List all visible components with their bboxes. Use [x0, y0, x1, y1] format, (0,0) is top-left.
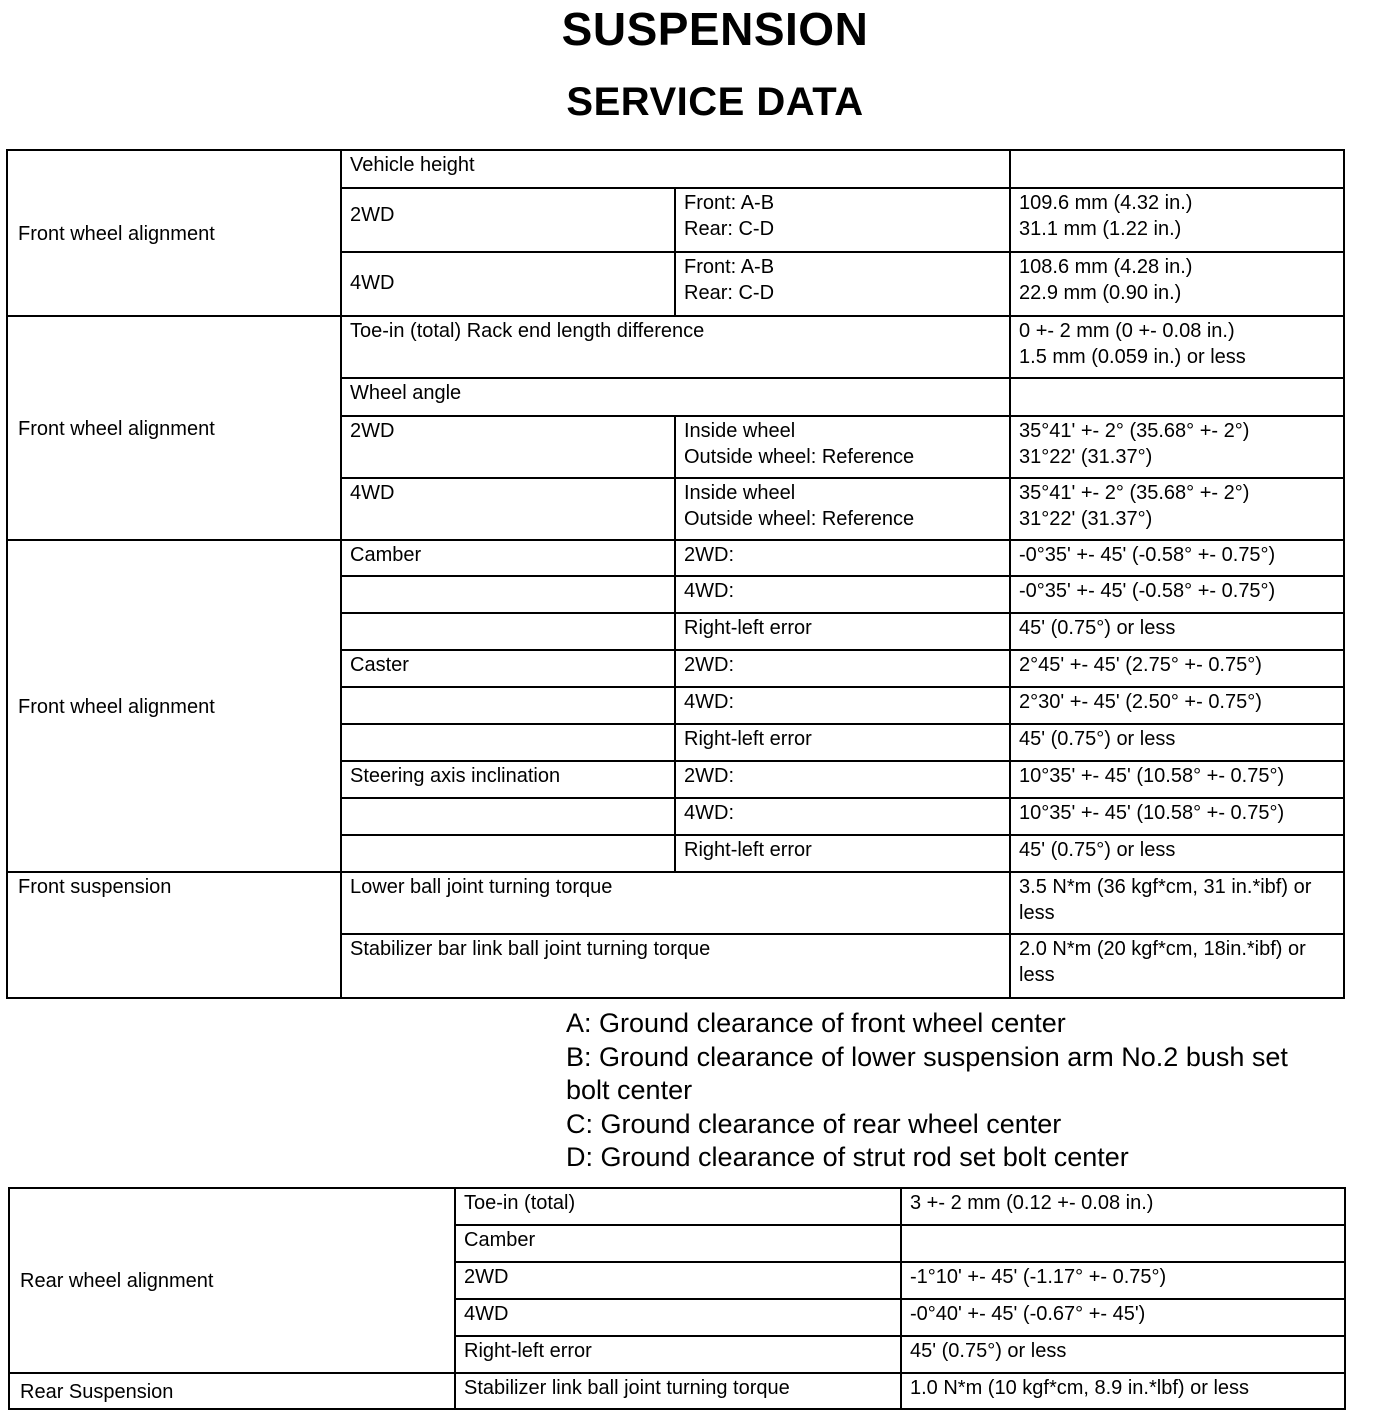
value-cell: 45' (0.75°) or less	[1010, 835, 1344, 872]
item-cell: Toe-in (total) Rack end length difference	[341, 316, 1010, 378]
sub-item-cell: Right-left error	[675, 724, 1010, 761]
item-cell: Vehicle height	[341, 150, 1010, 188]
front-service-data-table	[6, 149, 1345, 999]
sub-item-cell	[675, 188, 1010, 252]
value-cell	[1010, 316, 1344, 378]
page-title: SUSPENSION	[561, 3, 869, 55]
value-line: 31°22' (31.37°)	[1019, 446, 1153, 468]
value-cell	[901, 1225, 1345, 1262]
note-line: D: Ground clearance of strut rod set bolt center	[566, 1142, 1129, 1172]
value-cell: 2°45' +- 45' (2.75° +- 0.75°)	[1010, 650, 1344, 687]
item-cell: 2WD	[341, 416, 675, 478]
sub-item-cell: 4WD:	[675, 798, 1010, 835]
note-line: B: Ground clearance of lower suspension arm No.2 bush set	[566, 1041, 1288, 1072]
value-cell	[1010, 188, 1344, 252]
sub-item-cell: 4WD:	[675, 576, 1010, 613]
page-subtitle: SERVICE DATA	[566, 80, 864, 124]
value-cell: 10°35' +- 45' (10.58° +- 0.75°)	[1010, 798, 1344, 835]
value-cell: 1.0 N*m (10 kgf*cm, 8.9 in.*lbf) or less	[901, 1373, 1345, 1409]
value-line: 31.1 mm (1.22 in.)	[1019, 218, 1182, 240]
value-line: 2.0 N*m (20 kgf*cm, 18in.*ibf) or	[1019, 938, 1306, 960]
sub-item-cell: 2WD:	[675, 540, 1010, 576]
value-cell	[1010, 252, 1344, 316]
table-row	[7, 316, 1344, 378]
sub-item-line: Front: A-B	[684, 192, 775, 214]
value-line: 22.9 mm (0.90 in.)	[1019, 282, 1182, 304]
note-line: C: Ground clearance of rear wheel center	[566, 1108, 1062, 1139]
rear-service-data-table	[8, 1187, 1346, 1410]
item-cell: Right-left error	[455, 1336, 901, 1373]
value-cell: 3 +- 2 mm (0.12 +- 0.08 in.)	[901, 1188, 1345, 1225]
item-cell: Caster	[341, 650, 675, 687]
sub-item-cell: 2WD:	[675, 761, 1010, 798]
item-cell: Stabilizer bar link ball joint turning torque	[341, 934, 1010, 998]
category-cell: Front suspension	[7, 872, 341, 998]
value-cell: 2°30' +- 45' (2.50° +- 0.75°)	[1010, 687, 1344, 724]
value-line: 31°22' (31.37°)	[1019, 508, 1153, 530]
sub-item-cell	[675, 478, 1010, 540]
value-line: 35°41' +- 2° (35.68° +- 2°)	[1019, 420, 1250, 442]
table-row	[7, 540, 1344, 576]
item-cell: Steering axis inclination	[341, 761, 675, 798]
value-cell: 45' (0.75°) or less	[1010, 613, 1344, 650]
table-row	[7, 150, 1344, 188]
value-line: 0 +- 2 mm (0 +- 0.08 in.)	[1019, 320, 1235, 342]
note-line: A: Ground clearance of front wheel center	[566, 1008, 1066, 1038]
note-line: bolt center	[566, 1075, 693, 1105]
item-cell	[341, 798, 675, 835]
value-line: less	[1019, 964, 1055, 986]
table-row	[7, 872, 1344, 934]
value-cell: -0°35' +- 45' (-0.58° +- 0.75°)	[1010, 540, 1344, 576]
item-cell: 2WD	[341, 188, 675, 252]
category-cell: Rear wheel alignment	[9, 1188, 455, 1373]
value-cell: -1°10' +- 45' (-1.17° +- 0.75°)	[901, 1262, 1345, 1299]
value-line: 109.6 mm (4.32 in.)	[1019, 192, 1193, 214]
category-cell: Front wheel alignment	[7, 150, 341, 316]
sub-item-line: Rear: C-D	[684, 218, 775, 240]
sub-item-cell	[675, 416, 1010, 478]
item-cell	[341, 687, 675, 724]
category-cell: Rear Suspension	[9, 1373, 455, 1409]
item-cell: 4WD	[455, 1299, 901, 1336]
item-cell: Camber	[341, 540, 675, 576]
item-cell	[341, 576, 675, 613]
value-cell: 45' (0.75°) or less	[1010, 724, 1344, 761]
value-cell	[1010, 416, 1344, 478]
item-cell: Camber	[455, 1225, 901, 1262]
value-cell: 45' (0.75°) or less	[901, 1336, 1345, 1373]
value-line: less	[1019, 902, 1055, 924]
table-row	[9, 1373, 1345, 1409]
value-cell	[1010, 934, 1344, 998]
category-cell: Front wheel alignment	[7, 540, 341, 872]
category-cell: Front wheel alignment	[7, 316, 341, 540]
value-line: 35°41' +- 2° (35.68° +- 2°)	[1019, 482, 1250, 504]
sub-item-line: Inside wheel	[684, 482, 796, 504]
value-cell	[1010, 378, 1344, 416]
sub-item-cell: 2WD:	[675, 650, 1010, 687]
item-cell: 4WD	[341, 252, 675, 316]
table-row	[9, 1188, 1345, 1225]
value-line: 108.6 mm (4.28 in.)	[1019, 256, 1193, 278]
value-cell: -0°35' +- 45' (-0.58° +- 0.75°)	[1010, 576, 1344, 613]
sub-item-line: Outside wheel: Reference	[684, 508, 915, 530]
sub-item-cell: Right-left error	[675, 835, 1010, 872]
value-cell: -0°40' +- 45' (-0.67° +- 45')	[901, 1299, 1345, 1336]
sub-item-line: Inside wheel	[684, 420, 796, 442]
sub-item-line: Front: A-B	[684, 256, 775, 278]
item-cell	[341, 724, 675, 761]
item-cell: Lower ball joint turning torque	[341, 872, 1010, 934]
value-cell	[1010, 478, 1344, 540]
item-cell: Wheel angle	[341, 378, 1010, 416]
item-cell	[341, 613, 675, 650]
value-cell	[1010, 872, 1344, 934]
sub-item-line: Outside wheel: Reference	[684, 446, 915, 468]
item-cell	[341, 835, 675, 872]
value-line: 3.5 N*m (36 kgf*cm, 31 in.*ibf) or	[1019, 876, 1312, 898]
item-cell: 4WD	[341, 478, 675, 540]
sub-item-line: Rear: C-D	[684, 282, 775, 304]
value-line: 1.5 mm (0.059 in.) or less	[1019, 346, 1246, 368]
legend-notes	[566, 1007, 1356, 1175]
sub-item-cell	[675, 252, 1010, 316]
item-cell: 2WD	[455, 1262, 901, 1299]
sub-item-cell: Right-left error	[675, 613, 1010, 650]
item-cell: Toe-in (total)	[455, 1188, 901, 1225]
sub-item-cell: 4WD:	[675, 687, 1010, 724]
value-cell	[1010, 150, 1344, 188]
value-cell: 10°35' +- 45' (10.58° +- 0.75°)	[1010, 761, 1344, 798]
item-cell: Stabilizer link ball joint turning torque	[455, 1373, 901, 1409]
